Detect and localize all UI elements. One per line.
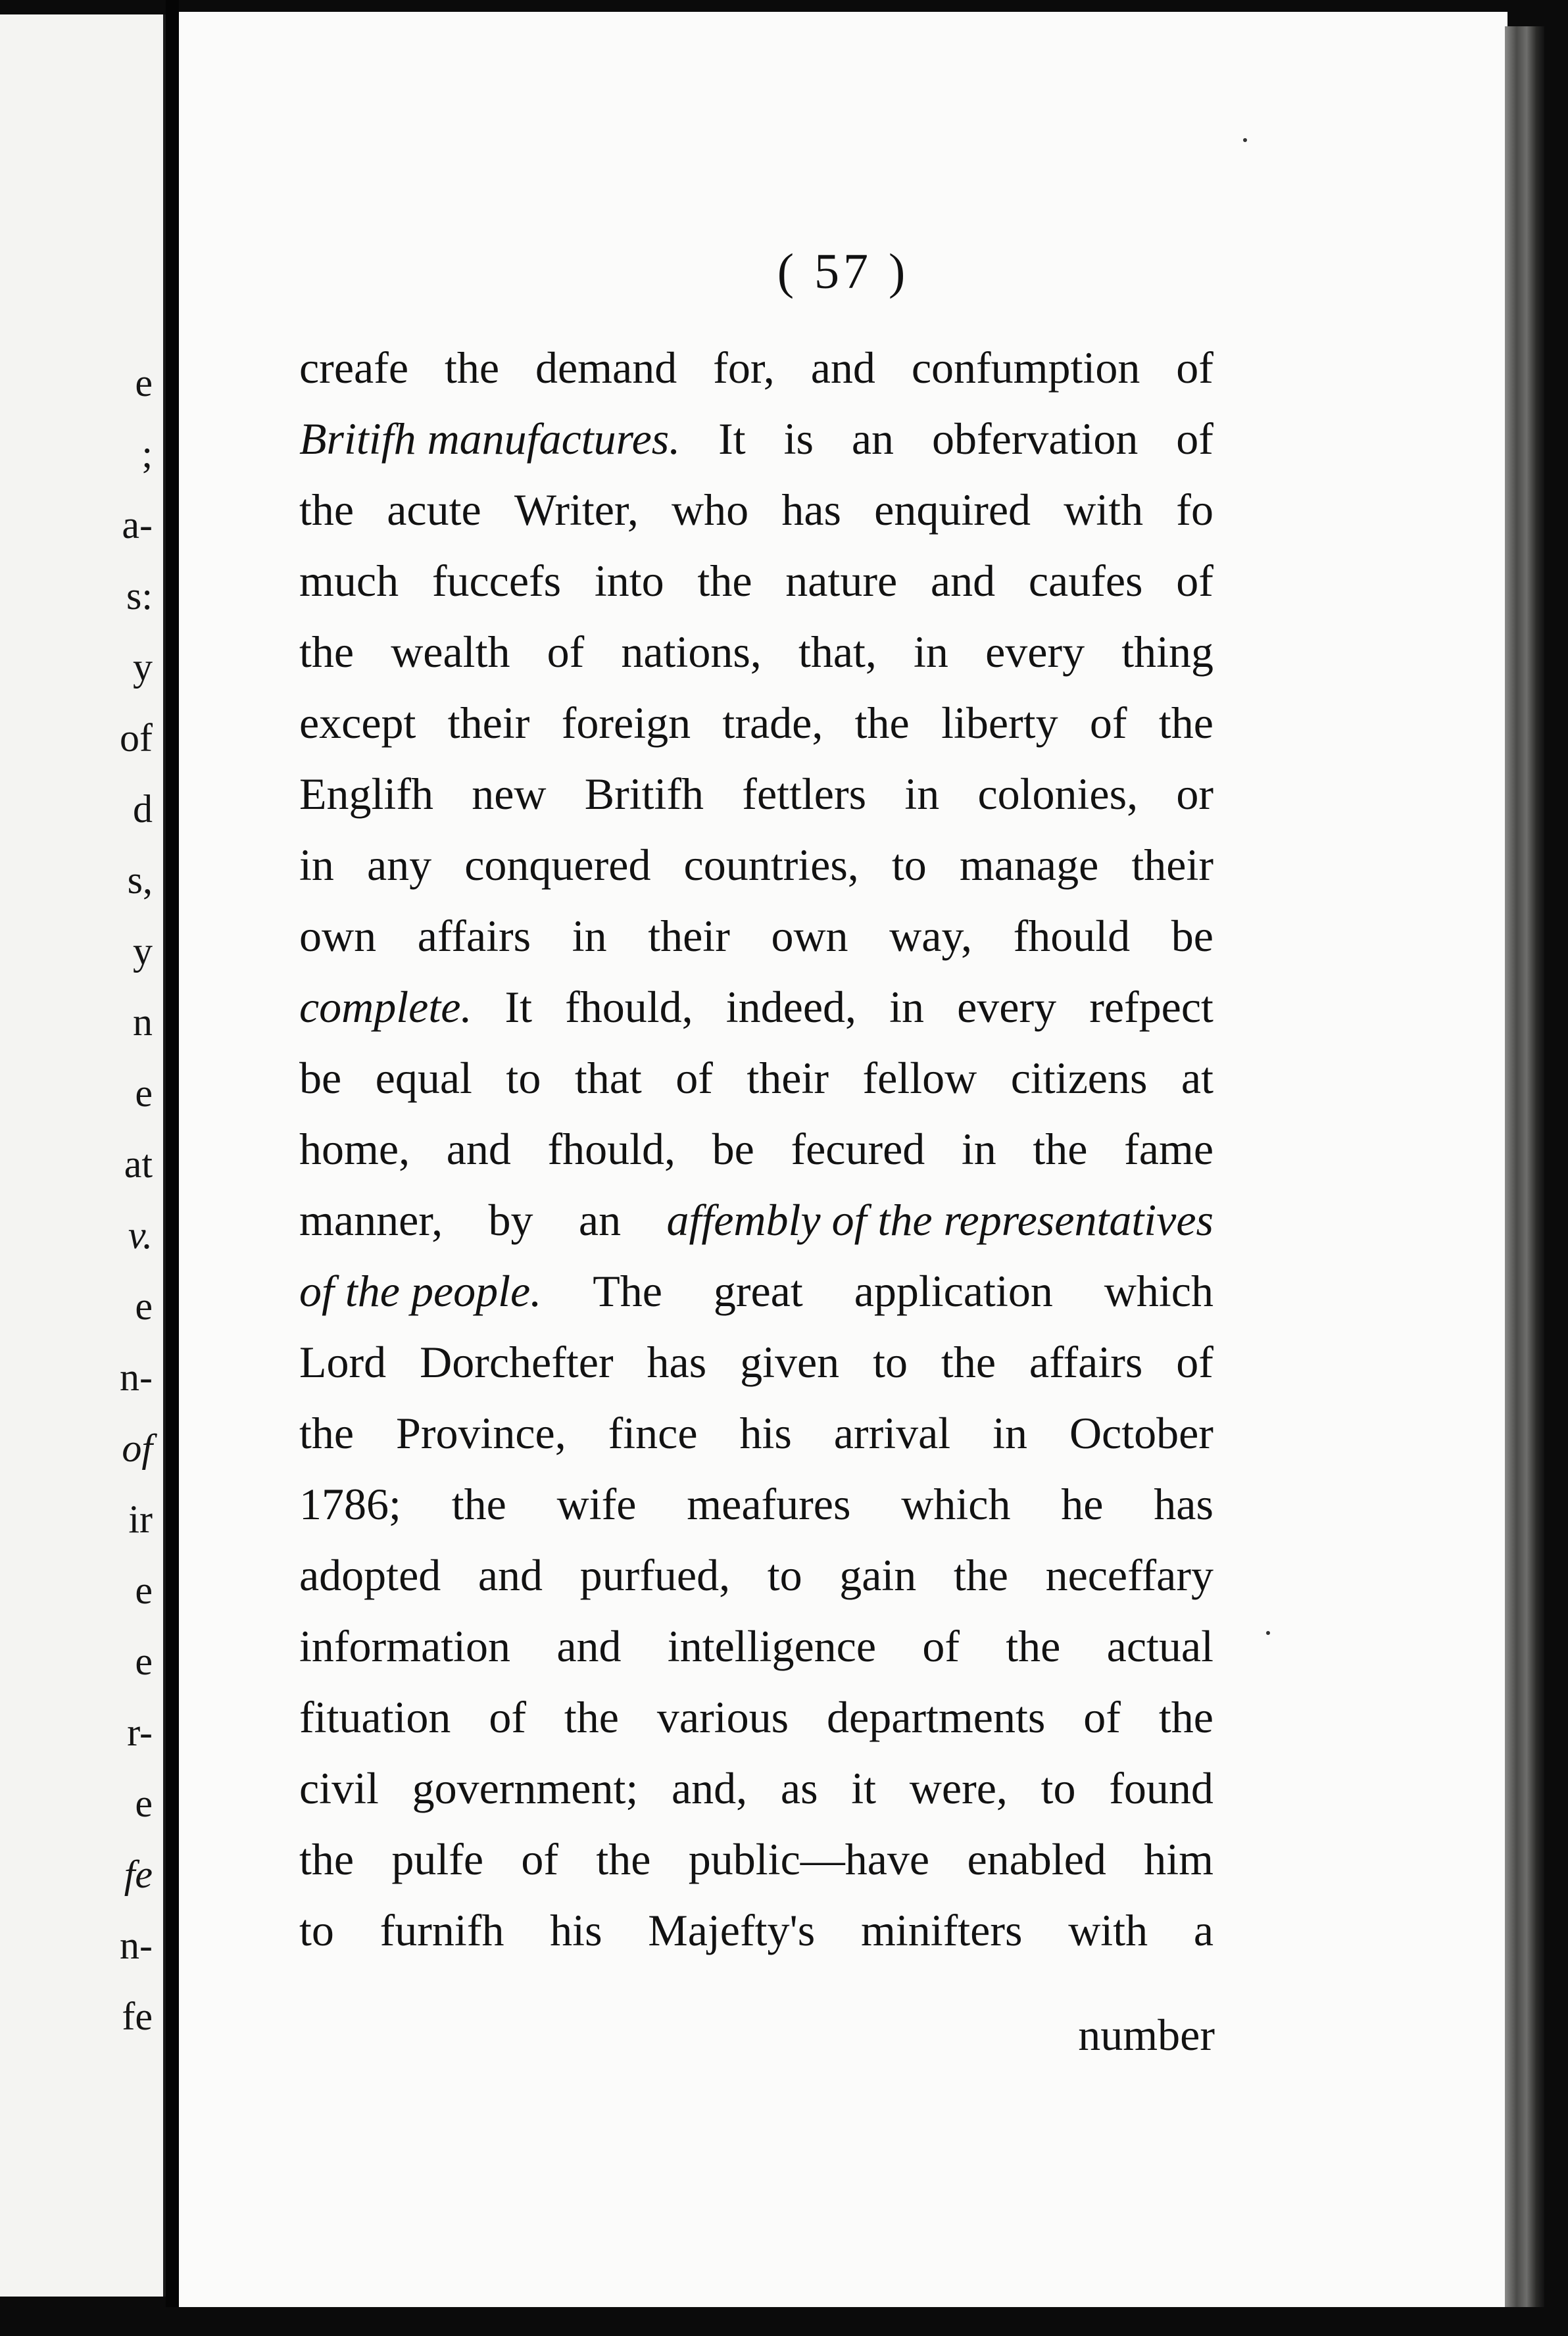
text-line [299,1824,1213,1895]
word: Dorchefter [420,1337,614,1387]
word: actual [1106,1621,1213,1671]
word: foreign [561,698,691,748]
page-edge-shadow [1505,26,1544,2315]
word: the [1158,1692,1213,1742]
word: government; [412,1763,639,1813]
italic-word: of the people. [299,1266,542,1316]
word: indeed, [725,982,857,1032]
word: by [488,1195,533,1245]
word: It [718,414,746,464]
word: fuccefs [431,556,562,606]
word: Lord [299,1337,387,1387]
word: affairs [417,911,531,961]
text-line [299,1113,1213,1184]
word: who [672,485,749,535]
word: home, [299,1124,410,1174]
word: intelligence [667,1621,877,1671]
word: nature [785,556,898,606]
word: into [594,556,664,606]
word: much [299,556,399,606]
facing-page-fragment: e [135,1284,153,1328]
text-line [299,1255,1213,1326]
word: their [747,1053,829,1103]
scan-speck [1266,1631,1270,1635]
text-line [299,1682,1213,1753]
word: the [953,1550,1008,1600]
word: his [739,1408,792,1458]
facing-page-fragment: e [135,1569,153,1612]
facing-page-fragment: at [124,1142,153,1186]
word: a [1193,1905,1213,1955]
word: fhould [1013,911,1131,961]
scan-speck [1243,138,1247,142]
word: their [447,698,530,748]
word: to [873,1337,908,1387]
word: great [713,1266,803,1316]
word: fince [608,1408,698,1458]
text-line [299,829,1213,900]
word: own [299,911,377,961]
text-line [299,687,1213,758]
facing-page-fragment: y [133,929,153,973]
scan-border-right [1544,0,1568,2336]
word: at [1181,1053,1213,1103]
facing-page-fragment: s, [127,858,153,902]
word: the [1006,1621,1061,1671]
word: as [780,1763,818,1813]
word: information [299,1621,511,1671]
word: fettlers [742,769,867,819]
facing-page-fragment: e [135,1640,153,1683]
word: gain [839,1550,917,1600]
word: of [547,627,585,677]
facing-page-fragment: n [133,1000,153,1044]
word: adopted [299,1550,441,1600]
word: in [572,911,607,961]
page-number: ( 57 ) [777,244,910,299]
word: in [961,1124,996,1174]
text-line [299,1895,1213,1966]
word: minifters [860,1905,1023,1955]
word: fecured [791,1124,925,1174]
facing-page-fragment: of [122,1426,153,1470]
word: that, [798,627,877,677]
word: of [1176,414,1213,464]
word: of [1176,343,1213,393]
text-line [299,1611,1213,1682]
word: conquered [464,840,651,890]
word: of [1089,698,1127,748]
word: Englifh [299,769,433,819]
text-line [299,1469,1213,1540]
word: an [851,414,894,464]
facing-page-fragment: e [135,1071,153,1115]
facing-page-fragment: ; [141,432,153,475]
word: with [1064,485,1144,535]
word: colonies, [977,769,1139,819]
text-line [299,332,1213,403]
facing-page-fragment: fe [122,1995,153,2038]
text-line [299,1753,1213,1824]
word: the [299,627,355,677]
word: the [697,556,752,606]
word: of [1083,1692,1121,1742]
italic-word: complete. [299,982,472,1032]
word: which [1104,1266,1213,1316]
word: and [478,1550,543,1600]
word: way, [889,911,973,961]
word: every [957,982,1057,1032]
text-line [299,1184,1213,1255]
word: and [810,343,875,393]
facing-page-fragment: n- [120,1924,153,1967]
word: in [889,982,925,1032]
word: new [472,769,547,819]
word: an [578,1195,622,1245]
word: manner, [299,1195,443,1245]
word: furnifh [380,1905,504,1955]
word: liberty [941,698,1058,748]
word: to [891,840,927,890]
facing-page-fragment: ir [128,1497,153,1541]
word: manage [959,840,1099,890]
facing-page-fragment: n- [120,1355,153,1399]
word: It [504,982,533,1032]
word: civil [299,1763,379,1813]
word: his [550,1905,602,1955]
word: Britifh [584,769,704,819]
word: of [1176,1337,1213,1387]
facing-page-fragment: fe [124,1853,153,1896]
word: given [740,1337,840,1387]
word: trade, [722,698,823,748]
word: demand [535,343,677,393]
word: October [1069,1408,1213,1458]
word: the [854,698,910,748]
word: he [1061,1479,1104,1529]
word: and, [671,1763,748,1813]
word: and [446,1124,511,1174]
text-line [299,1540,1213,1611]
scan-border-bottom [0,2307,1568,2336]
facing-page-fragment: r- [127,1711,153,1754]
body-text [299,332,1213,1966]
word: the [564,1692,619,1742]
word: be [712,1124,754,1174]
word: and [930,556,996,606]
word: fo [1176,485,1213,535]
word: the [941,1337,996,1387]
word: the [299,485,355,535]
word: fituation [299,1692,451,1742]
word: the [444,343,500,393]
text-line [299,616,1213,687]
word: their [1131,840,1213,890]
facing-page-fragment: v. [128,1213,153,1257]
word: purfued, [579,1550,731,1600]
word: their [648,911,730,961]
text-line [299,900,1213,971]
word: Province, [396,1408,566,1458]
word: The [593,1266,662,1316]
word: creafe [299,343,409,393]
word: 1786; [299,1479,401,1529]
word: acute [387,485,481,535]
text-line [299,474,1213,545]
italic-word: Britifh manufactures. [299,414,681,464]
word: own [771,911,848,961]
word: countries, [683,840,859,890]
word: him [1144,1834,1213,1884]
word: any [366,840,432,890]
word: with [1068,1905,1148,1955]
word: nations, [621,627,762,677]
facing-page-edge [0,14,166,2297]
word: has [781,485,841,535]
word: that [574,1053,642,1103]
word: citizens [1010,1053,1148,1103]
word: for, [713,343,775,393]
word: fhould, [547,1124,676,1174]
word: of [1176,556,1213,606]
word: to [299,1905,334,1955]
word: the [299,1834,355,1884]
word: caufes [1028,556,1143,606]
word: wealth [391,627,510,677]
text-line [299,758,1213,829]
word: departments [827,1692,1046,1742]
word: to [1041,1763,1076,1813]
word: has [647,1337,707,1387]
word: thing [1121,627,1213,677]
word: to [767,1550,802,1600]
word: obfervation [931,414,1139,464]
word: it [851,1763,877,1813]
word: pulfe [391,1834,484,1884]
text-line [299,971,1213,1042]
word: of [675,1053,713,1103]
word: and [556,1621,622,1671]
text-line [299,1398,1213,1469]
word: were, [909,1763,1008,1813]
word: meafures [687,1479,851,1529]
word: public—have [688,1834,930,1884]
word: every [985,627,1085,677]
word: the [1033,1124,1088,1174]
facing-page-fragment: e [135,361,153,404]
word: arrival [833,1408,951,1458]
catchword: number [1078,2010,1215,2060]
word: be [1171,911,1213,961]
word: wife [556,1479,637,1529]
text-line [299,1326,1213,1398]
book-gutter [166,0,179,2336]
word: Writer, [514,485,639,535]
word: of [489,1692,526,1742]
facing-page-fragment: of [120,716,153,760]
word: or [1176,769,1213,819]
word: to [506,1053,541,1103]
word: in [992,1408,1028,1458]
word: neceffary [1045,1550,1213,1600]
word: confumption [911,343,1140,393]
word: in [914,627,948,677]
word: affairs [1029,1337,1143,1387]
word: fellow [862,1053,977,1103]
word: is [783,414,814,464]
word: various [656,1692,789,1742]
word: fhould, [565,982,693,1032]
word: found [1109,1763,1213,1813]
word: fame [1124,1124,1213,1174]
word: has [1154,1479,1213,1529]
facing-page-fragment: e [135,1782,153,1825]
word: which [901,1479,1011,1529]
word: of [922,1621,960,1671]
word: Majefty's [648,1905,816,1955]
word: the [451,1479,506,1529]
word: refpect [1089,982,1213,1032]
word: of [521,1834,559,1884]
facing-page-fragment: s: [126,574,153,618]
text-line [299,403,1213,474]
facing-page-fragment: y [133,645,153,689]
facing-page-fragment: d [133,787,153,831]
word: equal [375,1053,472,1103]
word: except [299,698,416,748]
word: the [596,1834,651,1884]
text-line [299,1042,1213,1113]
word: the [1158,698,1213,748]
word: enquired [874,485,1031,535]
word: enabled [967,1834,1106,1884]
text-line [299,545,1213,616]
facing-page-fragment: a- [122,503,153,547]
word: in [299,840,334,890]
word: in [904,769,940,819]
italic-word: affembly of the representatives [666,1195,1213,1245]
word: be [299,1053,342,1103]
word: application [854,1266,1053,1316]
word: the [299,1408,355,1458]
